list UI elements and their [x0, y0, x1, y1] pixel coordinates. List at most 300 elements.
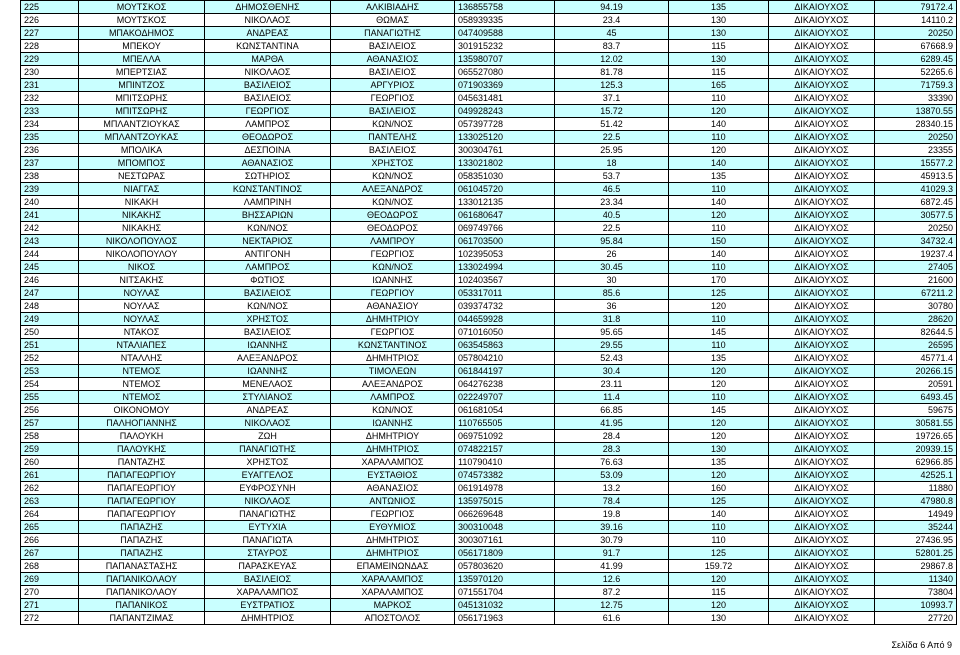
cell-tax-id: 063545863: [455, 339, 555, 352]
table-row: [21, 92, 957, 105]
cell-tax-id: 058351030: [455, 170, 555, 183]
cell-row-number: 262: [21, 482, 79, 495]
cell-row-number: 230: [21, 66, 79, 79]
cell-father-name: ΒΑΣΙΛΕΙΟΣ: [331, 66, 455, 79]
cell-row-number: 227: [21, 27, 79, 40]
cell-status: ΔΙΚΑΙΟΥΧΟΣ: [769, 66, 875, 79]
cell-first-name: ΘΕΟΔΩΡΟΣ: [205, 131, 331, 144]
table-row: [21, 183, 957, 196]
table-row: [21, 547, 957, 560]
cell-status: ΔΙΚΑΙΟΥΧΟΣ: [769, 521, 875, 534]
cell-surname: ΠΑΠΑΝΑΣΤΑΣΗΣ: [79, 560, 205, 573]
cell-total: 67211.2: [875, 287, 957, 300]
table-row: [21, 495, 957, 508]
cell-tax-id: 135975015: [455, 495, 555, 508]
cell-amount: 29.55: [555, 339, 669, 352]
cell-father-name: ΧΡΗΣΤΟΣ: [331, 157, 455, 170]
cell-total: 42525.1: [875, 469, 957, 482]
cell-status: ΔΙΚΑΙΟΥΧΟΣ: [769, 300, 875, 313]
cell-father-name: ΤΙΜΟΛΕΩΝ: [331, 365, 455, 378]
cell-total: 20591: [875, 378, 957, 391]
cell-total: 19726.65: [875, 430, 957, 443]
cell-first-name: ΚΩΝ/ΝΟΣ: [205, 222, 331, 235]
cell-father-name: ΚΩΝ/ΝΟΣ: [331, 261, 455, 274]
cell-status: ΔΙΚΑΙΟΥΧΟΣ: [769, 378, 875, 391]
cell-surname: ΝΤΕΜΟΣ: [79, 391, 205, 404]
cell-tax-id: 069749766: [455, 222, 555, 235]
cell-amount: 66.85: [555, 404, 669, 417]
cell-tax-id: 066269648: [455, 508, 555, 521]
cell-first-name: ΕΥΦΡΟΣΥΝΗ: [205, 482, 331, 495]
cell-amount: 12.6: [555, 573, 669, 586]
cell-tax-id: 300307161: [455, 534, 555, 547]
cell-tax-id: 057804210: [455, 352, 555, 365]
cell-surname: ΜΠΙΝΤΖΟΣ: [79, 79, 205, 92]
cell-surname: ΝΤΕΜΟΣ: [79, 378, 205, 391]
cell-amount: 53.7: [555, 170, 669, 183]
table-row: [21, 235, 957, 248]
cell-first-name: ΑΝΔΡΕΑΣ: [205, 404, 331, 417]
cell-father-name: ΔΗΜΗΤΡΙΟΣ: [331, 443, 455, 456]
cell-code: 120: [669, 430, 769, 443]
cell-surname: ΝΟΥΛΑΣ: [79, 287, 205, 300]
cell-row-number: 258: [21, 430, 79, 443]
cell-row-number: 232: [21, 92, 79, 105]
cell-tax-id: 069751092: [455, 430, 555, 443]
cell-status: ΔΙΚΑΙΟΥΧΟΣ: [769, 183, 875, 196]
cell-code: 130: [669, 14, 769, 27]
cell-surname: ΠΑΠΑΖΗΣ: [79, 534, 205, 547]
table-row: [21, 469, 957, 482]
cell-total: 6872.45: [875, 196, 957, 209]
table-row: [21, 430, 957, 443]
table-row: [21, 573, 957, 586]
cell-total: 20266.15: [875, 365, 957, 378]
cell-code: 135: [669, 352, 769, 365]
cell-surname: ΠΑΠΑΓΕΩΡΓΙΟΥ: [79, 469, 205, 482]
cell-row-number: 235: [21, 131, 79, 144]
cell-amount: 95.65: [555, 326, 669, 339]
table-row: [21, 599, 957, 612]
cell-surname: ΠΑΠΑΝΙΚΟΛΑΟΥ: [79, 586, 205, 599]
cell-first-name: ΜΕΝΕΛΑΟΣ: [205, 378, 331, 391]
cell-first-name: ΠΑΝΑΓΙΩΤΗΣ: [205, 508, 331, 521]
table-row: [21, 144, 957, 157]
table-row: [21, 287, 957, 300]
cell-row-number: 250: [21, 326, 79, 339]
cell-code: 110: [669, 339, 769, 352]
cell-amount: 40.5: [555, 209, 669, 222]
cell-status: ΔΙΚΑΙΟΥΧΟΣ: [769, 92, 875, 105]
cell-row-number: 269: [21, 573, 79, 586]
cell-amount: 85.6: [555, 287, 669, 300]
cell-code: 120: [669, 417, 769, 430]
table-row: [21, 521, 957, 534]
cell-total: 34732.4: [875, 235, 957, 248]
cell-total: 28340.15: [875, 118, 957, 131]
cell-code: 140: [669, 157, 769, 170]
cell-tax-id: 065527080: [455, 66, 555, 79]
cell-amount: 28.4: [555, 430, 669, 443]
table-row: [21, 40, 957, 53]
cell-surname: ΝΙΚΟΛΟΠΟΥΛΟΥ: [79, 248, 205, 261]
cell-status: ΔΙΚΑΙΟΥΧΟΣ: [769, 287, 875, 300]
cell-father-name: ΑΛΕΞΑΝΔΡΟΣ: [331, 378, 455, 391]
cell-status: ΔΙΚΑΙΟΥΧΟΣ: [769, 508, 875, 521]
cell-total: 33390: [875, 92, 957, 105]
table-row: [21, 157, 957, 170]
cell-total: 10993.7: [875, 599, 957, 612]
cell-status: ΔΙΚΑΙΟΥΧΟΣ: [769, 443, 875, 456]
table-row: [21, 443, 957, 456]
table-row: [21, 482, 957, 495]
cell-code: 140: [669, 248, 769, 261]
cell-row-number: 265: [21, 521, 79, 534]
cell-father-name: ΔΗΜΗΤΡΙΟΣ: [331, 547, 455, 560]
cell-amount: 41.99: [555, 560, 669, 573]
cell-status: ΔΙΚΑΙΟΥΧΟΣ: [769, 235, 875, 248]
cell-first-name: ΝΙΚΟΛΑΟΣ: [205, 66, 331, 79]
cell-status: ΔΙΚΑΙΟΥΧΟΣ: [769, 612, 875, 625]
cell-first-name: ΠΑΝΑΓΙΩΤΗΣ: [205, 443, 331, 456]
cell-amount: 26: [555, 248, 669, 261]
cell-status: ΔΙΚΑΙΟΥΧΟΣ: [769, 417, 875, 430]
table-row: [21, 339, 957, 352]
cell-father-name: ΕΥΣΤΑΘΙΟΣ: [331, 469, 455, 482]
cell-first-name: ΙΩΑΝΝΗΣ: [205, 365, 331, 378]
cell-total: 20250: [875, 131, 957, 144]
cell-total: 15577.2: [875, 157, 957, 170]
cell-code: 130: [669, 612, 769, 625]
cell-tax-id: 056171963: [455, 612, 555, 625]
cell-row-number: 246: [21, 274, 79, 287]
cell-total: 52265.6: [875, 66, 957, 79]
cell-father-name: ΓΕΩΡΓΙΟΣ: [331, 248, 455, 261]
cell-amount: 37.1: [555, 92, 669, 105]
cell-first-name: ΣΤΥΛΙΑΝΟΣ: [205, 391, 331, 404]
cell-surname: ΝΕΣΤΩΡΑΣ: [79, 170, 205, 183]
cell-father-name: ΕΥΘΥΜΙΟΣ: [331, 521, 455, 534]
cell-first-name: ΧΑΡΑΛΑΜΠΟΣ: [205, 586, 331, 599]
table-row: [21, 1, 957, 14]
cell-father-name: ΑΛΚΙΒΙΑΔΗΣ: [331, 1, 455, 14]
cell-row-number: 272: [21, 612, 79, 625]
cell-first-name: ΛΑΜΠΡΙΝΗ: [205, 196, 331, 209]
cell-amount: 95.84: [555, 235, 669, 248]
table-row: [21, 131, 957, 144]
cell-father-name: ΓΕΩΡΓΙΟΣ: [331, 92, 455, 105]
cell-father-name: ΒΑΣΙΛΕΙΟΣ: [331, 40, 455, 53]
cell-surname: ΠΑΠΑΓΕΩΡΓΙΟΥ: [79, 495, 205, 508]
cell-status: ΔΙΚΑΙΟΥΧΟΣ: [769, 196, 875, 209]
cell-row-number: 252: [21, 352, 79, 365]
cell-first-name: ΑΝΔΡΕΑΣ: [205, 27, 331, 40]
cell-father-name: ΙΩΑΝΝΗΣ: [331, 417, 455, 430]
cell-father-name: ΒΑΣΙΛΕΙΟΣ: [331, 144, 455, 157]
cell-tax-id: 039374732: [455, 300, 555, 313]
cell-code: 115: [669, 40, 769, 53]
cell-father-name: ΔΗΜΗΤΡΙΟΥ: [331, 313, 455, 326]
cell-amount: 46.5: [555, 183, 669, 196]
cell-first-name: ΧΡΗΣΤΟΣ: [205, 313, 331, 326]
cell-row-number: 238: [21, 170, 79, 183]
cell-father-name: ΠΑΝΑΓΙΩΤΗΣ: [331, 27, 455, 40]
cell-first-name: ΓΕΩΡΓΙΟΣ: [205, 105, 331, 118]
cell-father-name: ΙΩΑΝΝΗΣ: [331, 274, 455, 287]
cell-surname: ΝΤΑΛΙΑΠΕΣ: [79, 339, 205, 352]
cell-total: 11340: [875, 573, 957, 586]
cell-status: ΔΙΚΑΙΟΥΧΟΣ: [769, 209, 875, 222]
cell-row-number: 264: [21, 508, 79, 521]
cell-code: 120: [669, 599, 769, 612]
cell-first-name: ΕΥΑΓΓΕΛΟΣ: [205, 469, 331, 482]
table-row: [21, 352, 957, 365]
table-row: [21, 66, 957, 79]
cell-total: 20939.15: [875, 443, 957, 456]
cell-surname: ΜΠΙΤΣΩΡΗΣ: [79, 92, 205, 105]
cell-surname: ΠΑΛΟΥΚΗΣ: [79, 443, 205, 456]
cell-tax-id: 047409588: [455, 27, 555, 40]
cell-status: ΔΙΚΑΙΟΥΧΟΣ: [769, 157, 875, 170]
cell-code: 110: [669, 521, 769, 534]
cell-total: 28620: [875, 313, 957, 326]
cell-first-name: ΙΩΑΝΝΗΣ: [205, 339, 331, 352]
cell-first-name: ΒΗΣΣΑΡΙΩΝ: [205, 209, 331, 222]
cell-father-name: ΚΩΝ/ΝΟΣ: [331, 404, 455, 417]
cell-surname: ΠΑΠΑΝΤΖΙΜΑΣ: [79, 612, 205, 625]
cell-code: 120: [669, 365, 769, 378]
cell-total: 79172.4: [875, 1, 957, 14]
cell-surname: ΠΑΛΗΟΓΙΑΝΝΗΣ: [79, 417, 205, 430]
cell-code: 110: [669, 183, 769, 196]
cell-surname: ΝΙΑΓΓΑΣ: [79, 183, 205, 196]
cell-code: 170: [669, 274, 769, 287]
cell-total: 21600: [875, 274, 957, 287]
cell-code: 140: [669, 118, 769, 131]
cell-code: 140: [669, 508, 769, 521]
table-row: [21, 274, 957, 287]
cell-father-name: ΘΩΜΑΣ: [331, 14, 455, 27]
table-row: [21, 456, 957, 469]
cell-total: 27405: [875, 261, 957, 274]
cell-code: 115: [669, 66, 769, 79]
cell-row-number: 233: [21, 105, 79, 118]
cell-first-name: ΧΡΗΣΤΟΣ: [205, 456, 331, 469]
table-row: [21, 209, 957, 222]
cell-row-number: 248: [21, 300, 79, 313]
cell-row-number: 234: [21, 118, 79, 131]
cell-amount: 78.4: [555, 495, 669, 508]
cell-father-name: ΧΑΡΑΛΑΜΠΟΣ: [331, 456, 455, 469]
cell-status: ΔΙΚΑΙΟΥΧΟΣ: [769, 144, 875, 157]
cell-father-name: ΔΗΜΗΤΡΙΟΥ: [331, 430, 455, 443]
cell-tax-id: 135970120: [455, 573, 555, 586]
cell-father-name: ΧΑΡΑΛΑΜΠΟΣ: [331, 573, 455, 586]
cell-status: ΔΙΚΑΙΟΥΧΟΣ: [769, 170, 875, 183]
cell-total: 14949: [875, 508, 957, 521]
cell-row-number: 257: [21, 417, 79, 430]
cell-surname: ΜΠΛΑΝΤΖΙΟΥΚΑΣ: [79, 118, 205, 131]
cell-first-name: ΚΩΝΣΤΑΝΤΙΝΑ: [205, 40, 331, 53]
cell-tax-id: 061680647: [455, 209, 555, 222]
cell-status: ΔΙΚΑΙΟΥΧΟΣ: [769, 534, 875, 547]
cell-father-name: ΓΕΩΡΓΙΟΥ: [331, 287, 455, 300]
cell-status: ΔΙΚΑΙΟΥΧΟΣ: [769, 326, 875, 339]
cell-surname: ΠΑΠΑΓΕΩΡΓΙΟΥ: [79, 508, 205, 521]
document-page: [20, 0, 956, 625]
cell-amount: 13.2: [555, 482, 669, 495]
cell-total: 47980.8: [875, 495, 957, 508]
cell-total: 6493.45: [875, 391, 957, 404]
cell-amount: 22.5: [555, 131, 669, 144]
cell-amount: 76.63: [555, 456, 669, 469]
cell-status: ΔΙΚΑΙΟΥΧΟΣ: [769, 274, 875, 287]
cell-surname: ΜΠΑΚΟΔΗΜΟΣ: [79, 27, 205, 40]
cell-code: 165: [669, 79, 769, 92]
cell-tax-id: 056171809: [455, 547, 555, 560]
cell-father-name: ΚΩΝ/ΝΟΣ: [331, 170, 455, 183]
cell-surname: ΝΟΥΛΑΣ: [79, 300, 205, 313]
cell-first-name: ΕΥΤΥΧΙΑ: [205, 521, 331, 534]
cell-tax-id: 071551704: [455, 586, 555, 599]
cell-total: 30581.55: [875, 417, 957, 430]
cell-total: 19237.4: [875, 248, 957, 261]
cell-amount: 51.42: [555, 118, 669, 131]
table-row: [21, 105, 957, 118]
cell-status: ΔΙΚΑΙΟΥΧΟΣ: [769, 365, 875, 378]
table-row: [21, 261, 957, 274]
cell-first-name: ΒΑΣΙΛΕΙΟΣ: [205, 287, 331, 300]
cell-row-number: 260: [21, 456, 79, 469]
cell-amount: 25.95: [555, 144, 669, 157]
cell-surname: ΝΙΚΑΚΗΣ: [79, 222, 205, 235]
cell-surname: ΜΠΛΑΝΤΖΟΥΚΑΣ: [79, 131, 205, 144]
cell-total: 73804: [875, 586, 957, 599]
cell-row-number: 259: [21, 443, 79, 456]
cell-amount: 91.7: [555, 547, 669, 560]
cell-first-name: ΝΙΚΟΛΑΟΣ: [205, 417, 331, 430]
cell-status: ΔΙΚΑΙΟΥΧΟΣ: [769, 1, 875, 14]
cell-status: ΔΙΚΑΙΟΥΧΟΣ: [769, 27, 875, 40]
cell-total: 67668.9: [875, 40, 957, 53]
table-row: [21, 14, 957, 27]
cell-code: 120: [669, 573, 769, 586]
cell-father-name: ΘΕΟΔΩΡΟΣ: [331, 222, 455, 235]
cell-status: ΔΙΚΑΙΟΥΧΟΣ: [769, 404, 875, 417]
table-row: [21, 378, 957, 391]
cell-status: ΔΙΚΑΙΟΥΧΟΣ: [769, 495, 875, 508]
cell-row-number: 255: [21, 391, 79, 404]
cell-tax-id: 061844197: [455, 365, 555, 378]
cell-row-number: 270: [21, 586, 79, 599]
cell-father-name: ΑΘΑΝΑΣΙΟΥ: [331, 300, 455, 313]
cell-amount: 18: [555, 157, 669, 170]
cell-total: 52801.25: [875, 547, 957, 560]
cell-total: 45771.4: [875, 352, 957, 365]
cell-amount: 23.4: [555, 14, 669, 27]
cell-first-name: ΦΩΤΙΟΣ: [205, 274, 331, 287]
cell-first-name: ΝΕΚΤΑΡΙΟΣ: [205, 235, 331, 248]
cell-amount: 61.6: [555, 612, 669, 625]
cell-father-name: ΚΩΝΣΤΑΝΤΙΝΟΣ: [331, 339, 455, 352]
cell-amount: 87.2: [555, 586, 669, 599]
cell-tax-id: 102403567: [455, 274, 555, 287]
table-row: [21, 612, 957, 625]
cell-surname: ΝΙΚΑΚΗΣ: [79, 209, 205, 222]
cell-code: 145: [669, 404, 769, 417]
cell-tax-id: 045631481: [455, 92, 555, 105]
cell-father-name: ΑΡΓΥΡΙΟΣ: [331, 79, 455, 92]
cell-tax-id: 133024994: [455, 261, 555, 274]
cell-total: 59675: [875, 404, 957, 417]
cell-surname: ΠΑΠΑΝΙΚΟΣ: [79, 599, 205, 612]
cell-row-number: 228: [21, 40, 79, 53]
cell-tax-id: 074822157: [455, 443, 555, 456]
cell-row-number: 256: [21, 404, 79, 417]
cell-tax-id: 057397728: [455, 118, 555, 131]
cell-surname: ΟΙΚΟΝΟΜΟΥ: [79, 404, 205, 417]
cell-amount: 39.16: [555, 521, 669, 534]
cell-amount: 22.5: [555, 222, 669, 235]
cell-total: 82644.5: [875, 326, 957, 339]
cell-status: ΔΙΚΑΙΟΥΧΟΣ: [769, 430, 875, 443]
cell-amount: 19.8: [555, 508, 669, 521]
table-row: [21, 53, 957, 66]
cell-first-name: ΜΑΡΘΑ: [205, 53, 331, 66]
cell-code: 135: [669, 456, 769, 469]
cell-row-number: 261: [21, 469, 79, 482]
cell-first-name: ΠΑΝΑΓΙΩΤΑ: [205, 534, 331, 547]
cell-tax-id: 061703500: [455, 235, 555, 248]
cell-code: 135: [669, 1, 769, 14]
cell-total: 30577.5: [875, 209, 957, 222]
cell-first-name: ΚΩΝ/ΝΟΣ: [205, 300, 331, 313]
cell-status: ΔΙΚΑΙΟΥΧΟΣ: [769, 352, 875, 365]
page-footer: Σελίδα 6 Από 9: [891, 640, 952, 650]
cell-first-name: ΛΑΜΠΡΟΣ: [205, 118, 331, 131]
cell-status: ΔΙΚΑΙΟΥΧΟΣ: [769, 560, 875, 573]
cell-code: 125: [669, 547, 769, 560]
cell-total: 35244: [875, 521, 957, 534]
table-row: [21, 365, 957, 378]
cell-code: 110: [669, 261, 769, 274]
cell-father-name: ΑΝΤΩΝΙΟΣ: [331, 495, 455, 508]
cell-status: ΔΙΚΑΙΟΥΧΟΣ: [769, 599, 875, 612]
table-row: [21, 586, 957, 599]
cell-first-name: ΠΑΡΑΣΚΕΥΑΣ: [205, 560, 331, 573]
cell-father-name: ΑΛΕΞΑΝΔΡΟΣ: [331, 183, 455, 196]
cell-tax-id: 110765505: [455, 417, 555, 430]
cell-row-number: 229: [21, 53, 79, 66]
cell-row-number: 237: [21, 157, 79, 170]
cell-code: 110: [669, 131, 769, 144]
cell-amount: 52.43: [555, 352, 669, 365]
cell-surname: ΠΑΠΑΖΗΣ: [79, 521, 205, 534]
cell-status: ΔΙΚΑΙΟΥΧΟΣ: [769, 482, 875, 495]
table-body: [21, 1, 957, 625]
cell-surname: ΜΠΙΤΣΩΡΗΣ: [79, 105, 205, 118]
cell-surname: ΠΑΠΑΖΗΣ: [79, 547, 205, 560]
cell-row-number: 245: [21, 261, 79, 274]
cell-tax-id: 061045720: [455, 183, 555, 196]
cell-total: 29867.8: [875, 560, 957, 573]
cell-total: 45913.5: [875, 170, 957, 183]
cell-total: 27436.95: [875, 534, 957, 547]
cell-status: ΔΙΚΑΙΟΥΧΟΣ: [769, 339, 875, 352]
cell-tax-id: 133021802: [455, 157, 555, 170]
cell-code: 110: [669, 313, 769, 326]
cell-first-name: ΕΥΣΤΡΑΤΙΟΣ: [205, 599, 331, 612]
